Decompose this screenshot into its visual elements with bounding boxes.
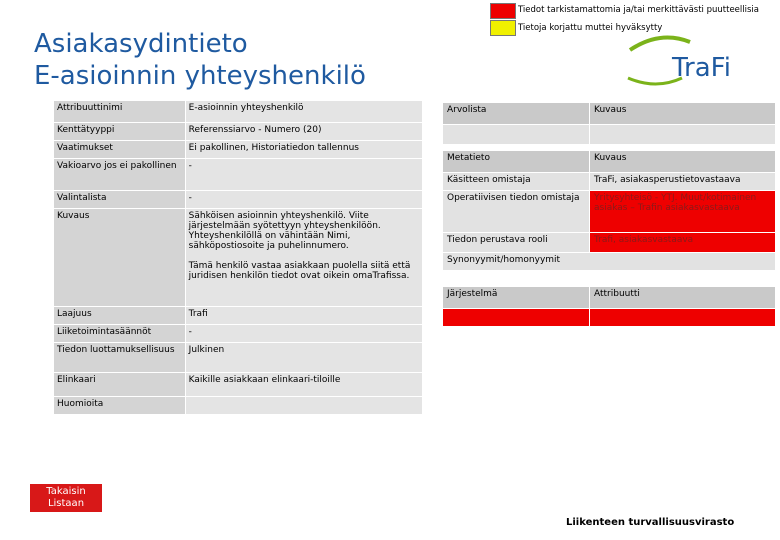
table-row — [443, 191, 776, 233]
row-key: Vakioarvo jos ei pakollinen — [54, 159, 186, 191]
title-line-1: Asiakasydintieto — [34, 29, 248, 59]
kuvaus-header: Kuvaus — [590, 103, 776, 125]
row-key: Kenttätyyppi — [54, 123, 186, 141]
table-row — [54, 141, 423, 159]
table-row — [443, 173, 776, 191]
row-value-multi — [185, 209, 422, 307]
row-value: Sähköisen asioinnin yhteyshenkilö. Viite järjestelmään syötettyyn yhteyshenkilöön. Yhteyshenkilöllä on vähintään Nimi, sähköpostiosoite ja puhelinnumero. — [188, 211, 381, 251]
synonyms-label: Synonyymit/homonyymit — [443, 253, 776, 271]
jarjestelma-table — [442, 286, 776, 327]
meta-value: Trafi, asiakasvastaava — [590, 233, 776, 253]
back-button-line-2: Listaan — [47, 498, 85, 509]
row-key: Kuvaus — [54, 209, 186, 307]
meta-value: TraFi, asiakasperustietovastaava — [590, 173, 776, 191]
row-key: Laajuus — [54, 307, 186, 325]
table-row — [54, 191, 423, 209]
arvolista-header: Arvolista — [443, 103, 590, 125]
table-row — [54, 159, 423, 191]
row-value: - — [185, 159, 422, 191]
table-row — [443, 287, 776, 309]
meta-label: Tiedon perustava rooli — [443, 233, 590, 253]
table-row — [443, 125, 776, 145]
legend-red-swatch — [490, 3, 516, 19]
row-value: E-asioinnin yhteyshenkilö — [185, 101, 422, 123]
table-row — [443, 253, 776, 271]
row-key: Liiketoimintasäännöt — [54, 325, 186, 343]
row-value: Trafi — [185, 307, 422, 325]
meta-label: Käsitteen omistaja — [443, 173, 590, 191]
row-value: Ei pakollinen, Historiatiedon tallennus — [185, 141, 422, 159]
trafi-logo — [620, 30, 770, 100]
metatieto-header: Metatieto — [443, 151, 590, 173]
arvolista-table — [442, 102, 776, 145]
jarjestelma-cell — [443, 309, 590, 327]
table-row — [54, 397, 423, 415]
table-row — [443, 309, 776, 327]
legend-yellow-text: Tietoja korjattu muttei hyväksytty — [518, 23, 663, 33]
row-value — [185, 397, 422, 415]
row-value: - — [185, 325, 422, 343]
table-row — [54, 101, 423, 123]
title-line-2: E-asioinnin yhteyshenkilö — [34, 61, 366, 91]
meta-label: Operatiivisen tiedon omistaja — [443, 191, 590, 233]
row-value: - — [185, 191, 422, 209]
row-key: Vaatimukset — [54, 141, 186, 159]
table-row — [443, 233, 776, 253]
row-value: Julkinen — [185, 343, 422, 373]
row-key: Tiedon luottamuksellisuus — [54, 343, 186, 373]
attribuutti-header: Attribuutti — [590, 287, 776, 309]
row-value-2: Tämä henkilö vastaa asiakkaan puolella siitä että juridisen henkilön tiedot ovat oikein omaTrafissa. — [188, 261, 411, 281]
row-key: Valintalista — [54, 191, 186, 209]
legend-yellow-swatch — [490, 20, 516, 36]
table-row — [54, 209, 423, 307]
table-row — [443, 103, 776, 125]
table-row — [54, 123, 423, 141]
table-row — [54, 343, 423, 373]
meta-value: Yritysyhteisö - YTJ. Muut/kotimainen asiakas – Trafin asiakasvastaava — [590, 191, 776, 233]
back-button-line-1: Takaisin — [46, 486, 86, 497]
attribute-table — [53, 100, 423, 415]
row-key: Elinkaari — [54, 373, 186, 397]
row-value: Referenssiarvo - Numero (20) — [185, 123, 422, 141]
kuvaus-cell — [590, 125, 776, 145]
footer-text: Liikenteen turvallisuusvirasto — [566, 517, 735, 528]
row-key: Huomioita — [54, 397, 186, 415]
legend-red-text: Tiedot tarkistamattomia ja/tai merkittävästi puutteellisia — [518, 5, 759, 15]
logo-text: TraFi — [672, 53, 731, 83]
row-key: Attribuuttinimi — [54, 101, 186, 123]
arvolista-cell — [443, 125, 590, 145]
metatieto-table — [442, 150, 776, 271]
table-row — [54, 325, 423, 343]
row-value: Kaikille asiakkaan elinkaari-tiloille — [185, 373, 422, 397]
table-row — [443, 151, 776, 173]
back-to-list-button[interactable] — [30, 484, 102, 512]
jarjestelma-header: Järjestelmä — [443, 287, 590, 309]
table-row — [54, 373, 423, 397]
table-row — [54, 307, 423, 325]
metatieto-kuvaus-header: Kuvaus — [590, 151, 776, 173]
attribuutti-cell — [590, 309, 776, 327]
page-title — [34, 28, 366, 92]
